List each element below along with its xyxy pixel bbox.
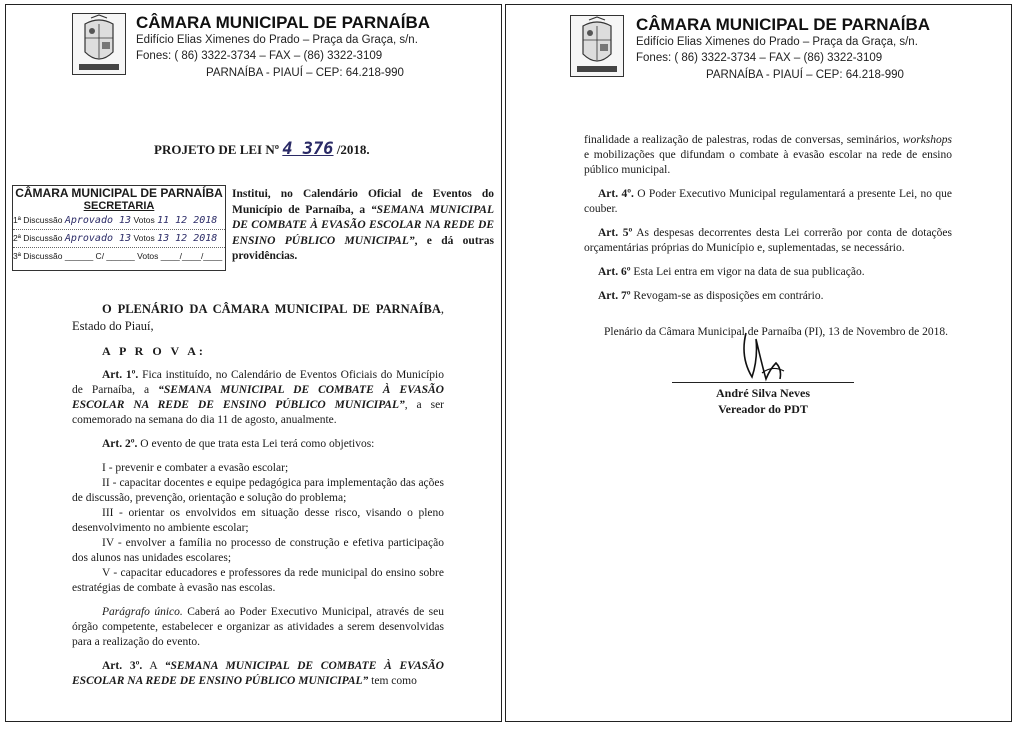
signature-line — [672, 382, 854, 383]
art4-label: Art. 4º. — [598, 188, 634, 200]
paragrafo-label: Parágrafo único. — [102, 606, 183, 618]
signer-role: Vereador do PDT — [718, 402, 808, 416]
closing-date: Plenário da Câmara Municipal de Parnaíba (PI), 13 de Novembro de 2018. — [604, 326, 948, 338]
plenario-state: , Estado do Piauí, — [72, 302, 444, 333]
article-1 — [72, 368, 444, 428]
article-3 — [72, 659, 444, 689]
aprova-heading: A P R O V A: — [102, 344, 206, 358]
art5-text: As despesas decorrentes desta Lei correrão por conta de dotações orçamentárias próprias do Município e, suplementadas, se necessário. — [584, 227, 952, 254]
ementa-ending: , e dá outras providências. — [232, 234, 494, 262]
paragrafo-text: Caberá ao Poder Executivo Municipal, através de seu órgão competente, estabelecer e organizar as atividades a serem desenvolvidas para a realização do evento. — [72, 606, 444, 648]
stamp-row2-handwriting: Aprovado 13 — [64, 233, 132, 244]
stamp-row2-votos: Votos — [133, 233, 155, 243]
stamp-row-first-discussion — [13, 212, 225, 230]
stamp-row2-date: 13 12 2018 — [157, 233, 218, 244]
art7-text: Revogam-se as disposições em contrário. — [630, 290, 824, 302]
cont-text-a: finalidade a realização de palestras, rodas de conversas, seminários, — [584, 134, 903, 146]
law-body-right — [584, 133, 952, 313]
art1-label: Art. 1º. — [102, 369, 139, 381]
objective-item-1: I - prevenir e combater a evasão escolar; — [102, 462, 289, 474]
stamp-row-third-discussion — [13, 248, 225, 265]
objective-item-5: V - capacitar educadores e professores da rede municipal do ensino sobre estratégias de combate à evasão nas escolas. — [72, 567, 444, 594]
stamp-row1-label: 1ª Discussão — [13, 215, 63, 225]
plenario-name: O PLENÁRIO DA CÂMARA MUNICIPAL DE PARNAÍBA — [102, 302, 441, 316]
objectives-list — [72, 461, 444, 596]
institution-address-2: Edifício Elias Ximenes do Prado – Praça da Graça, s/n. — [636, 36, 918, 48]
institution-phones: Fones: ( 86) 3322-3734 – FAX – (86) 3322-3109 — [136, 50, 383, 62]
project-prefix: PROJETO DE LEI Nº — [154, 142, 280, 157]
paragrafo-unico — [72, 605, 444, 650]
law-body-left — [72, 301, 444, 698]
signer-name: André Silva Neves — [716, 386, 810, 400]
stamp-row3-label: 3ª Discussão — [13, 251, 63, 261]
stamp-row1-votos: Votos — [133, 215, 155, 225]
art3-ending: tem como — [368, 675, 417, 687]
stamp-row1-handwriting: Aprovado 13 — [64, 215, 132, 226]
art3-intro: A — [142, 660, 165, 672]
cont-text-c: e mobilizações que difundam o combate à evasão escolar na rede de ensino público municipal. — [584, 149, 952, 176]
coat-of-arms-icon — [73, 14, 125, 74]
coat-of-arms-emblem-2 — [570, 15, 624, 77]
stamp-title: CÂMARA MUNICIPAL DE PARNAÍBA — [15, 186, 223, 200]
objective-item-2: II - capacitar docentes e equipe pedagógica para implementação das ações de discussão, prevenção, orientação e solução do problema; — [72, 477, 444, 504]
stamp-row-second-discussion — [13, 230, 225, 248]
ementa-event-name: “SEMANA MUNICIPAL DE COMBATE À EVASÃO ESCOLAR NA REDE DE ENSINO PÚBLICO MUNICIPAL” — [232, 203, 494, 247]
cont-workshops: workshops — [902, 134, 952, 146]
article-7 — [584, 289, 952, 304]
article-4 — [584, 187, 952, 217]
art4-text: O Poder Executivo Municipal regulamentará a presente Lei, no que couber. — [584, 188, 952, 215]
objective-item-3: III - orientar os envolvidos em situação desse risco, visando o pleno desenvolvimento no ambiente escolar; — [72, 507, 444, 534]
ementa — [232, 187, 494, 265]
institution-phones-2: Fones: ( 86) 3322-3734 – FAX – (86) 3322-3109 — [636, 52, 883, 64]
art1-event-name: “SEMANA MUNICIPAL DE COMBATE À EVASÃO ESCOLAR NA REDE DE ENSINO PÚBLICO MUNICIPAL” — [72, 384, 444, 411]
article-2 — [72, 437, 444, 452]
art3-event-name: “SEMANA MUNICIPAL DE COMBATE À EVASÃO ESCOLAR NA REDE DE ENSINO PÚBLICO MUNICIPAL” — [72, 660, 444, 687]
institution-city-2: PARNAÍBA - PIAUÍ – CEP: 64.218-990 — [706, 69, 904, 81]
stamp-row1-date: 11 12 2018 — [157, 215, 218, 226]
institution-name-2: CÂMARA MUNICIPAL DE PARNAÍBA — [636, 15, 931, 34]
document-page-2 — [505, 4, 1012, 722]
plenario-paragraph — [72, 301, 444, 335]
signature-scribble-icon — [732, 329, 792, 387]
article-5 — [584, 226, 952, 256]
art5-label: Art. 5º — [598, 227, 633, 239]
coat-of-arms-icon — [571, 16, 623, 76]
stamp-row2-label: 2ª Discussão — [13, 233, 63, 243]
stamp-subtitle: SECRETARIA — [83, 200, 155, 212]
art3-label: Art. 3º. — [102, 660, 143, 672]
coat-of-arms-emblem — [72, 13, 126, 75]
secretaria-stamp — [12, 185, 226, 271]
art2-label: Art. 2º. — [102, 438, 138, 450]
article-3-continued — [584, 133, 952, 178]
art6-text: Esta Lei entra em vigor na data de sua publicação. — [630, 266, 865, 278]
project-title — [154, 139, 370, 159]
objective-item-4: IV - envolver a família no processo de construção e efetiva participação dos alunos nas unidades escolares; — [72, 537, 444, 564]
article-6 — [584, 265, 952, 280]
handwritten-signature — [732, 329, 792, 387]
institution-address: Edifício Elias Ximenes do Prado – Praça da Graça, s/n. — [136, 34, 418, 46]
project-suffix: /2018. — [336, 142, 370, 157]
institution-city: PARNAÍBA - PIAUÍ – CEP: 64.218-990 — [206, 67, 404, 79]
art6-label: Art. 6º — [598, 266, 631, 278]
art2-text: O evento de que trata esta Lei terá como objetivos: — [137, 438, 375, 450]
ementa-intro: Institui, no Calendário Oficial de Eventos do Município de Parnaíba, a — [232, 188, 494, 216]
project-number-handwritten: 4 376 — [282, 139, 334, 159]
art1-intro: Fica instituído, no Calendário de Eventos Oficiais do Município de Parnaíba, a — [72, 369, 444, 396]
art7-label: Art. 7º — [598, 290, 631, 302]
institution-name: CÂMARA MUNICIPAL DE PARNAÍBA — [136, 13, 431, 32]
document-page-1 — [5, 4, 502, 722]
stamp-row3-blank: ______ C/ ______ Votos ____/____/____ — [64, 251, 223, 261]
art1-ending: , a ser comemorado na semana do dia 11 de agosto, anualmente. — [72, 399, 444, 426]
